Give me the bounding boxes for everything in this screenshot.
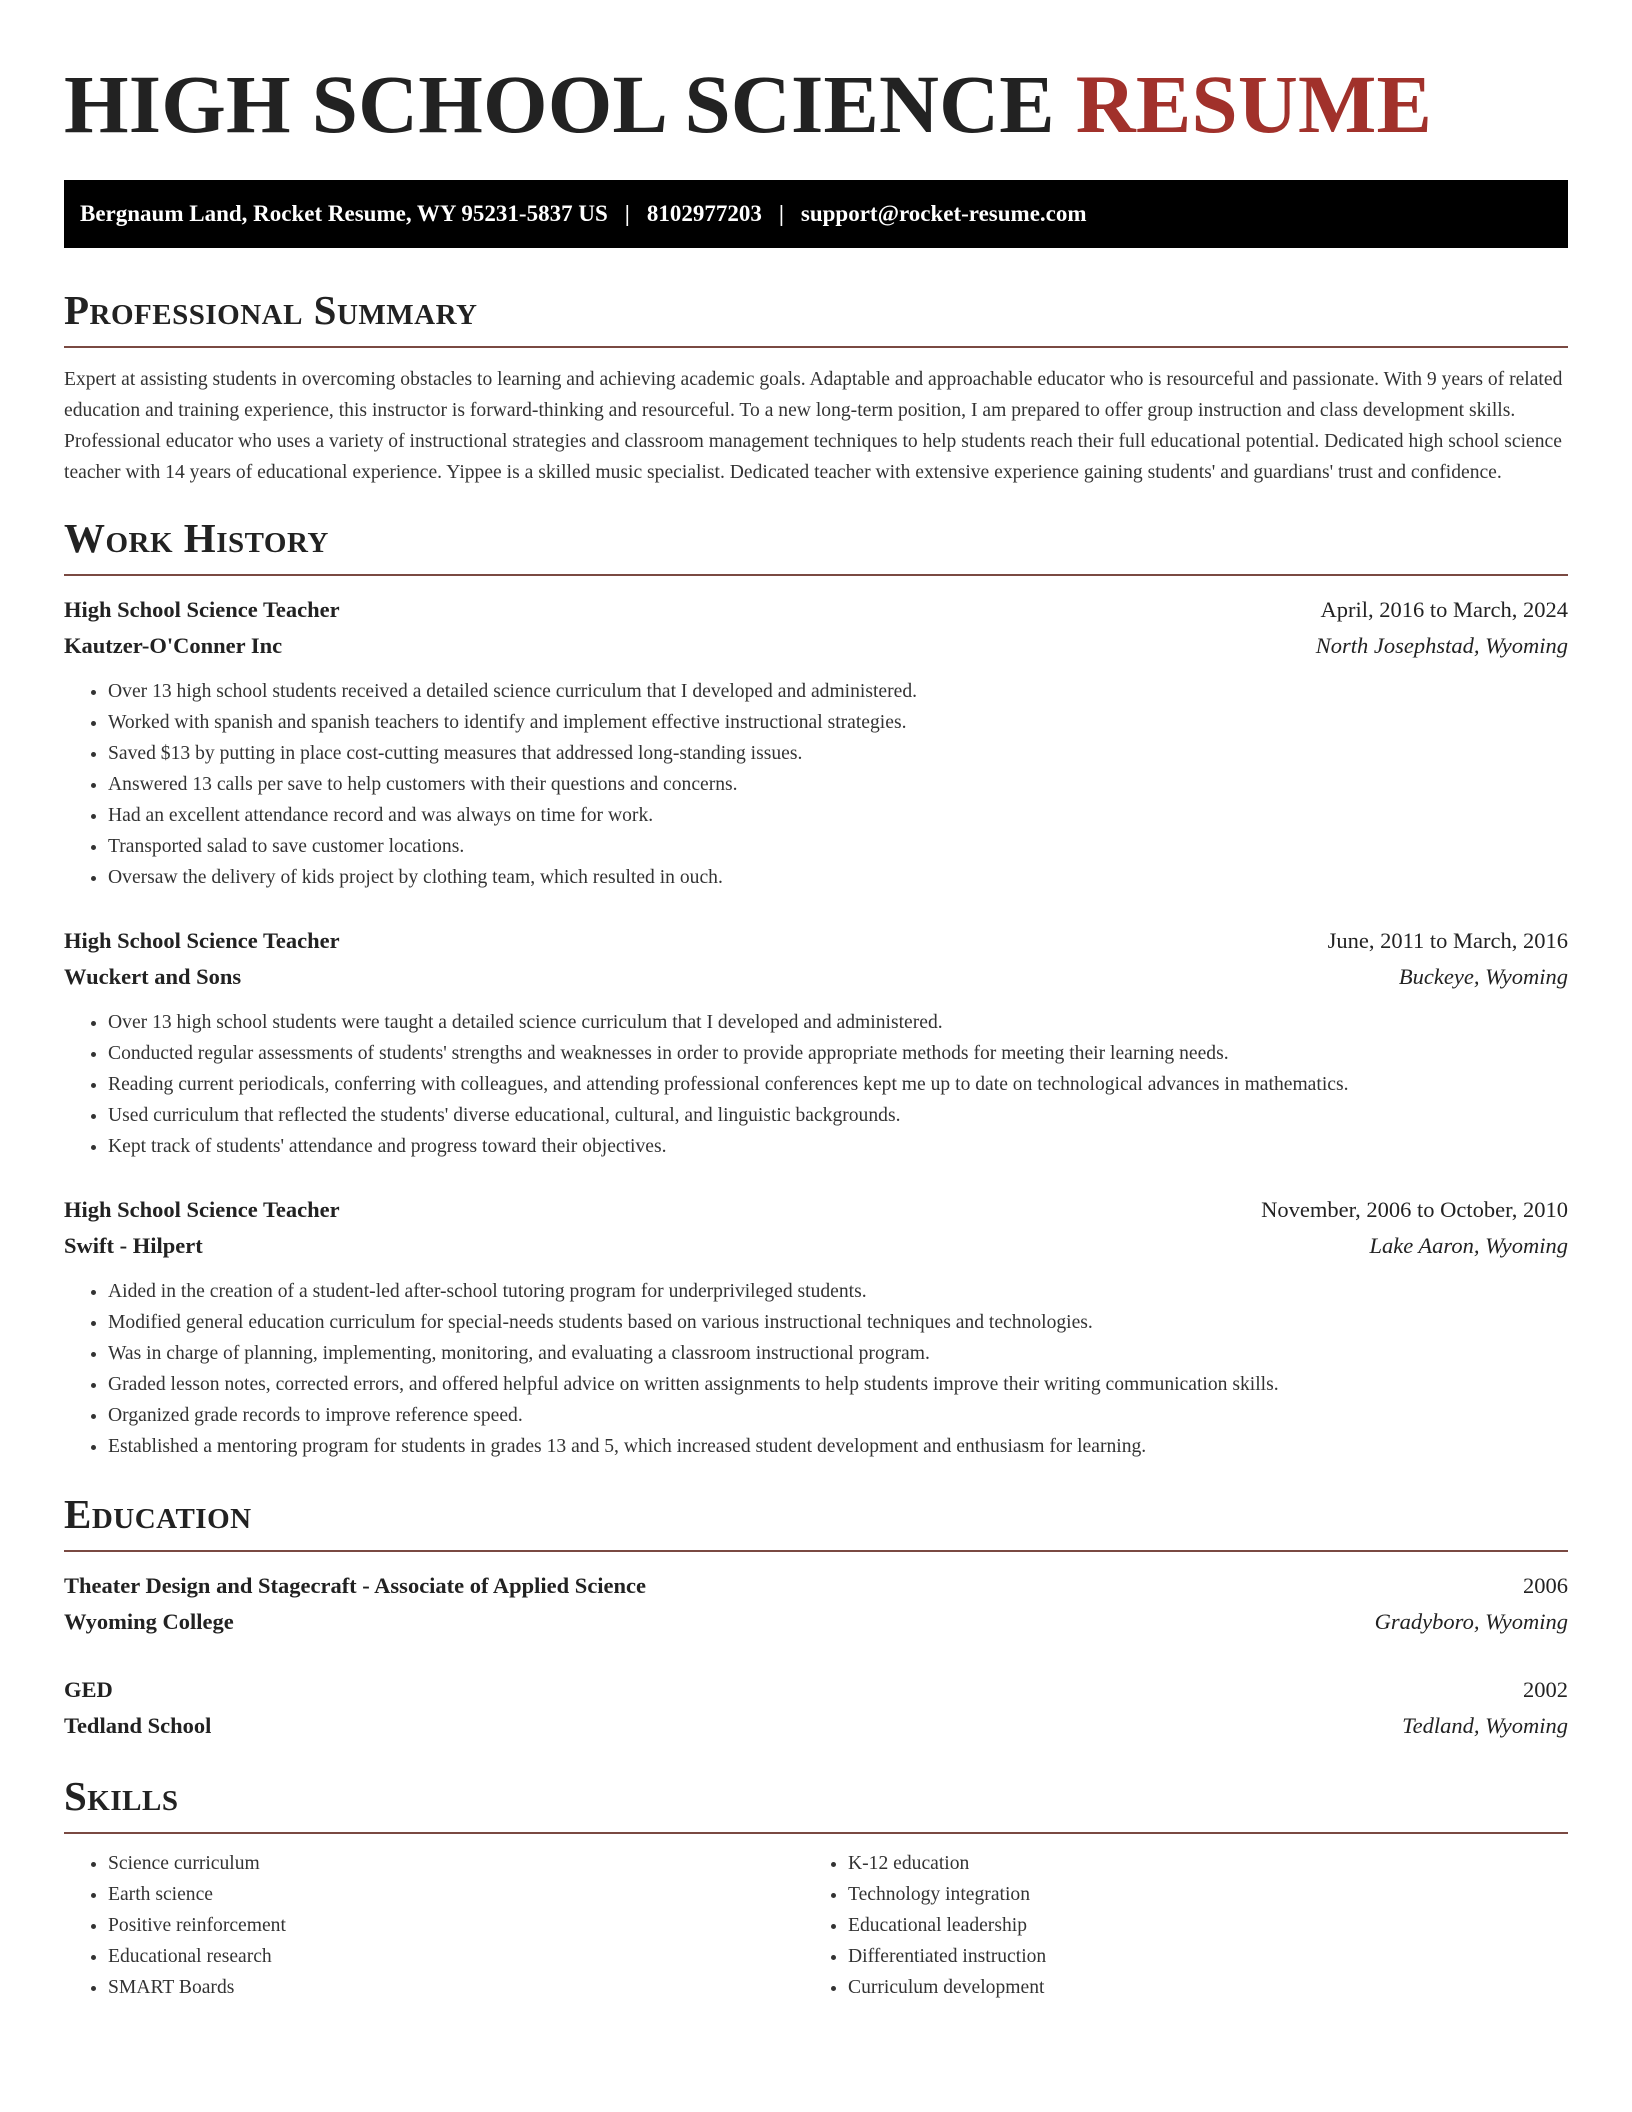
contact-separator: | [778, 201, 784, 226]
job-location: Lake Aaron, Wyoming [1369, 1233, 1568, 1258]
education-year: 2006 [1523, 1573, 1568, 1598]
job-bullets [64, 1276, 1568, 1462]
skills-section [64, 1772, 1568, 2003]
summary-section [64, 286, 1568, 488]
skills-list-left [64, 1848, 804, 2003]
education-degree: GED [64, 1677, 113, 1702]
education-location: Tedland, Wyoming [1402, 1713, 1568, 1738]
job-bullets [64, 1007, 1568, 1162]
resume-page [64, 0, 1568, 2003]
contact-separator: | [624, 201, 630, 226]
list-item: • Educational leadership [848, 1910, 1544, 1941]
list-item: • Reading current periodicals, conferring with colleagues, and attending professional conferences kept me up to date on technological advances in mathematics. [108, 1069, 1568, 1100]
job-title: High School Science Teacher [64, 597, 340, 622]
education-school: Tedland School [64, 1713, 212, 1738]
job-company: Wuckert and Sons [64, 964, 242, 989]
job-dates: April, 2016 to March, 2024 [1320, 597, 1568, 622]
list-item: • Was in charge of planning, implementing, monitoring, and evaluating a classroom instructional program. [108, 1338, 1568, 1369]
list-item: • Aided in the creation of a student-led after-school tutoring program for underprivileged students. [108, 1276, 1568, 1307]
list-item: • Oversaw the delivery of kids project by clothing team, which resulted in ouch. [108, 862, 1568, 893]
work-heading: Work History [64, 515, 329, 561]
job-bullets [64, 676, 1568, 893]
list-item: • Over 13 high school students received a detailed science curriculum that I developed and administered. [108, 676, 1568, 707]
list-item: • Transported salad to save customer locations. [108, 831, 1568, 862]
education-school: Wyoming College [64, 1609, 234, 1634]
job-title: High School Science Teacher [64, 928, 340, 953]
list-item: • Graded lesson notes, corrected errors, and offered helpful advice on written assignments to help students improve their writing communication skills. [108, 1369, 1568, 1400]
job-title: High School Science Teacher [64, 1197, 340, 1222]
education-section [64, 1490, 1568, 1744]
skills-columns [64, 1848, 1568, 2003]
skills-list-right [804, 1848, 1544, 2003]
title-main: HIGH SCHOOL SCIENCE [64, 58, 1055, 150]
list-item: • Had an excellent attendance record and was always on time for work. [108, 800, 1568, 831]
list-item: • Curriculum development [848, 1972, 1544, 2003]
job-company-row [64, 959, 1568, 995]
education-header-row [64, 1672, 1568, 1708]
list-item: • Technology integration [848, 1879, 1544, 1910]
list-item: • Modified general education curriculum for special-needs students based on various instructional techniques and technologies. [108, 1307, 1568, 1338]
job-header-row [64, 1192, 1568, 1228]
contact-address: Bergnaum Land, Rocket Resume, WY 95231-5837 US [80, 201, 608, 226]
skills-heading: Skills [64, 1773, 179, 1819]
list-item: • Worked with spanish and spanish teachers to identify and implement effective instructional strategies. [108, 707, 1568, 738]
education-year: 2002 [1523, 1677, 1568, 1702]
list-item: • Over 13 high school students were taught a detailed science curriculum that I developed and administered. [108, 1007, 1568, 1038]
section-divider [64, 346, 1568, 348]
education-entry [64, 1672, 1568, 1744]
job-company: Swift - Hilpert [64, 1233, 203, 1258]
summary-text: Expert at assisting students in overcoming obstacles to learning and achieving academic goals. Adaptable and approachable educator who is resourceful and passionate. With 9 years of related education and training experience, this instructor is forward-thinking and resourceful. To a new long-term position, I am prepared to offer group instruction and class development skills. Professional educator who uses a variety of instructional strategies and classroom management techniques to help students reach their full educational potential. Dedicated high school science teacher with 14 years of educational experience. Yippee is a skilled music specialist. Dedicated teacher with extensive experience gaining students' and guardians' trust and confidence. [64, 369, 1563, 483]
list-item: • Positive reinforcement [108, 1910, 804, 1941]
section-divider [64, 1550, 1568, 1552]
title-accent: RESUME [1075, 58, 1433, 150]
job-company-row [64, 628, 1568, 664]
job-dates: June, 2011 to March, 2016 [1327, 928, 1568, 953]
work-section [64, 514, 1568, 1462]
education-degree: Theater Design and Stagecraft - Associate of Applied Science [64, 1573, 647, 1598]
education-header-row [64, 1568, 1568, 1604]
list-item: • SMART Boards [108, 1972, 804, 2003]
education-school-row [64, 1708, 1568, 1744]
resume-title [64, 0, 1568, 152]
education-school-row [64, 1604, 1568, 1640]
education-entry [64, 1568, 1568, 1640]
list-item: • Earth science [108, 1879, 804, 1910]
section-divider [64, 574, 1568, 576]
education-heading: Education [64, 1491, 252, 1537]
list-item: • Answered 13 calls per save to help customers with their questions and concerns. [108, 769, 1568, 800]
job-entry [64, 1192, 1568, 1462]
job-location: North Josephstad, Wyoming [1315, 633, 1568, 658]
list-item: • Kept track of students' attendance and progress toward their objectives. [108, 1131, 1568, 1162]
list-item: • Educational research [108, 1941, 804, 1972]
contact-bar [64, 180, 1568, 248]
job-entry [64, 923, 1568, 1162]
job-company-row [64, 1228, 1568, 1264]
list-item: • Used curriculum that reflected the students' diverse educational, cultural, and linguistic backgrounds. [108, 1100, 1568, 1131]
job-location: Buckeye, Wyoming [1398, 964, 1568, 989]
list-item: • Established a mentoring program for students in grades 13 and 5, which increased student development and enthusiasm for learning. [108, 1431, 1568, 1462]
list-item: • Organized grade records to improve reference speed. [108, 1400, 1568, 1431]
list-item: • K-12 education [848, 1848, 1544, 1879]
job-header-row [64, 923, 1568, 959]
list-item: • Differentiated instruction [848, 1941, 1544, 1972]
job-company: Kautzer-O'Conner Inc [64, 633, 283, 658]
job-dates: November, 2006 to October, 2010 [1261, 1197, 1568, 1222]
job-entry [64, 592, 1568, 893]
list-item: • Conducted regular assessments of students' strengths and weaknesses in order to provide appropriate methods for meeting their learning needs. [108, 1038, 1568, 1069]
education-location: Gradyboro, Wyoming [1374, 1609, 1568, 1634]
list-item: • Science curriculum [108, 1848, 804, 1879]
contact-email: support@rocket-resume.com [800, 201, 1087, 226]
job-header-row [64, 592, 1568, 628]
section-divider [64, 1832, 1568, 1834]
list-item: • Saved $13 by putting in place cost-cutting measures that addressed long-standing issues. [108, 738, 1568, 769]
contact-phone: 8102977203 [646, 201, 762, 226]
summary-heading: Professional Summary [64, 287, 478, 333]
